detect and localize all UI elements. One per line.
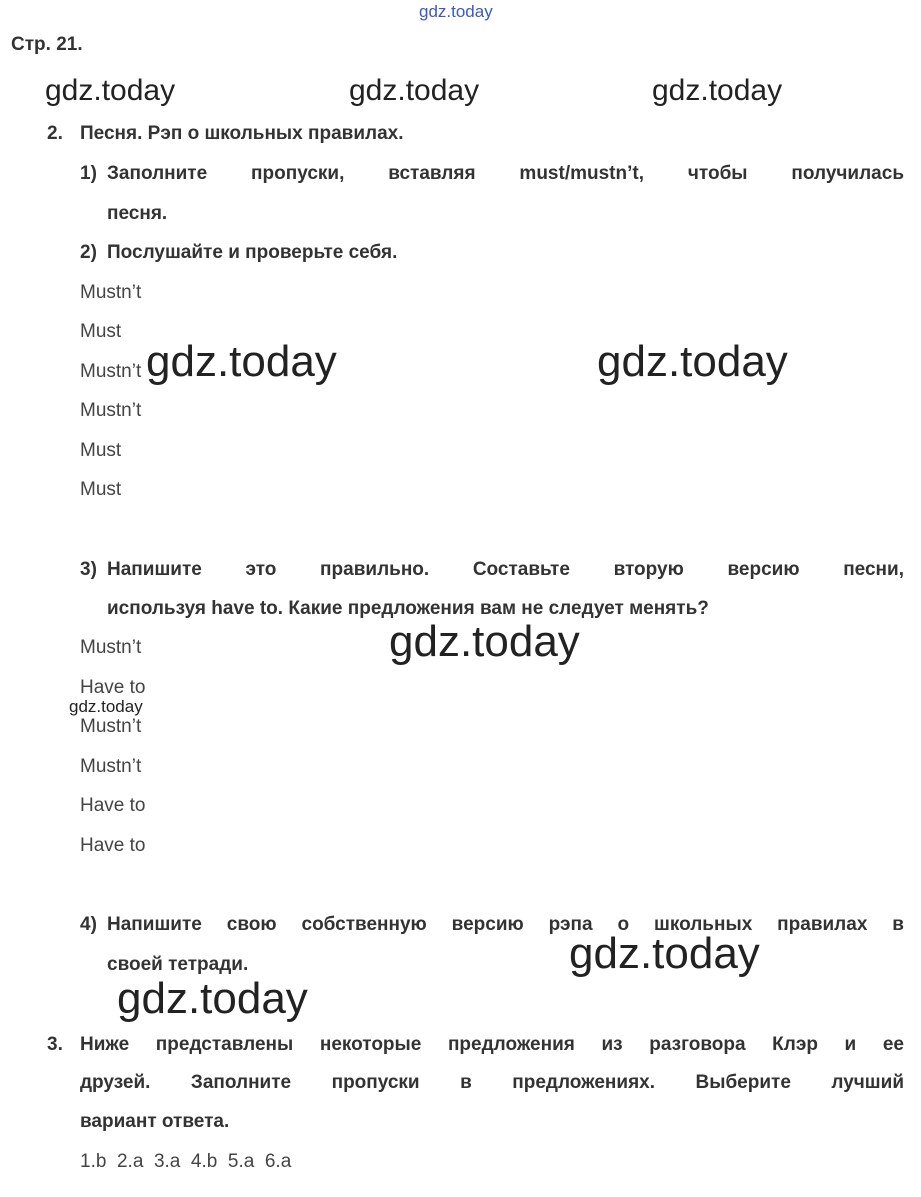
answer-item: Must	[80, 321, 122, 342]
watermark: gdz.today	[597, 337, 788, 386]
subtask-number: 1)	[80, 163, 97, 184]
watermark: gdz.today	[117, 974, 308, 1023]
answer-item: Mustn’t	[80, 361, 142, 382]
subtask-text: песня.	[107, 203, 168, 224]
task-text: Ниже представлены некоторые предложения из разговора Клэр и ее	[80, 1034, 904, 1055]
task-number: 2.	[47, 123, 63, 144]
subtask-text: своей тетради.	[107, 954, 249, 975]
answer-item: Have to	[80, 795, 146, 816]
answer-item: Mustn’t	[80, 637, 142, 658]
answer-item: Mustn’t	[80, 282, 142, 303]
task-heading: Песня. Рэп о школьных правилах.	[80, 123, 404, 144]
subtask-text: используя have to. Какие предложения вам не следует менять?	[107, 598, 709, 619]
subtask-number: 4)	[80, 914, 97, 935]
subtask-text: Послушайте и проверьте себя.	[107, 242, 398, 263]
subtask-text: Напишите свою собственную версию рэпа о школьных правилах в	[107, 914, 904, 935]
watermark: gdz.today	[146, 337, 337, 386]
watermark: gdz.today	[69, 697, 143, 716]
answer-item: Mustn’t	[80, 756, 142, 777]
watermark: gdz.today	[349, 74, 480, 107]
subtask-number: 3)	[80, 559, 97, 580]
answer-item: Have to	[80, 677, 146, 698]
answer-item: Have to	[80, 835, 146, 856]
answer-item: Must	[80, 440, 122, 461]
answer-item: Mustn’t	[80, 716, 142, 737]
watermark: gdz.today	[569, 929, 760, 978]
watermark: gdz.today	[652, 74, 783, 107]
watermark: gdz.today	[45, 74, 176, 107]
task-number: 3.	[47, 1034, 63, 1055]
answer-item: Must	[80, 479, 122, 500]
watermark: gdz.today	[389, 617, 580, 666]
subtask-number: 2)	[80, 242, 97, 263]
subtask-text: Напишите это правильно. Составьте вторую версию песни,	[107, 559, 904, 580]
subtask-text: Заполните пропуски, вставляя must/mustn’t, чтобы получилась	[107, 163, 904, 184]
task-text: вариант ответа.	[80, 1111, 230, 1132]
watermark-top: gdz.today	[419, 2, 493, 21]
page-title: Стр. 21.	[11, 34, 83, 55]
answer-item: Mustn’t	[80, 400, 142, 421]
task-text: друзей. Заполните пропуски в предложениях. Выберите лучший	[80, 1072, 904, 1093]
answer-list: 1.b 2.a 3.a 4.b 5.a 6.a	[80, 1151, 292, 1172]
